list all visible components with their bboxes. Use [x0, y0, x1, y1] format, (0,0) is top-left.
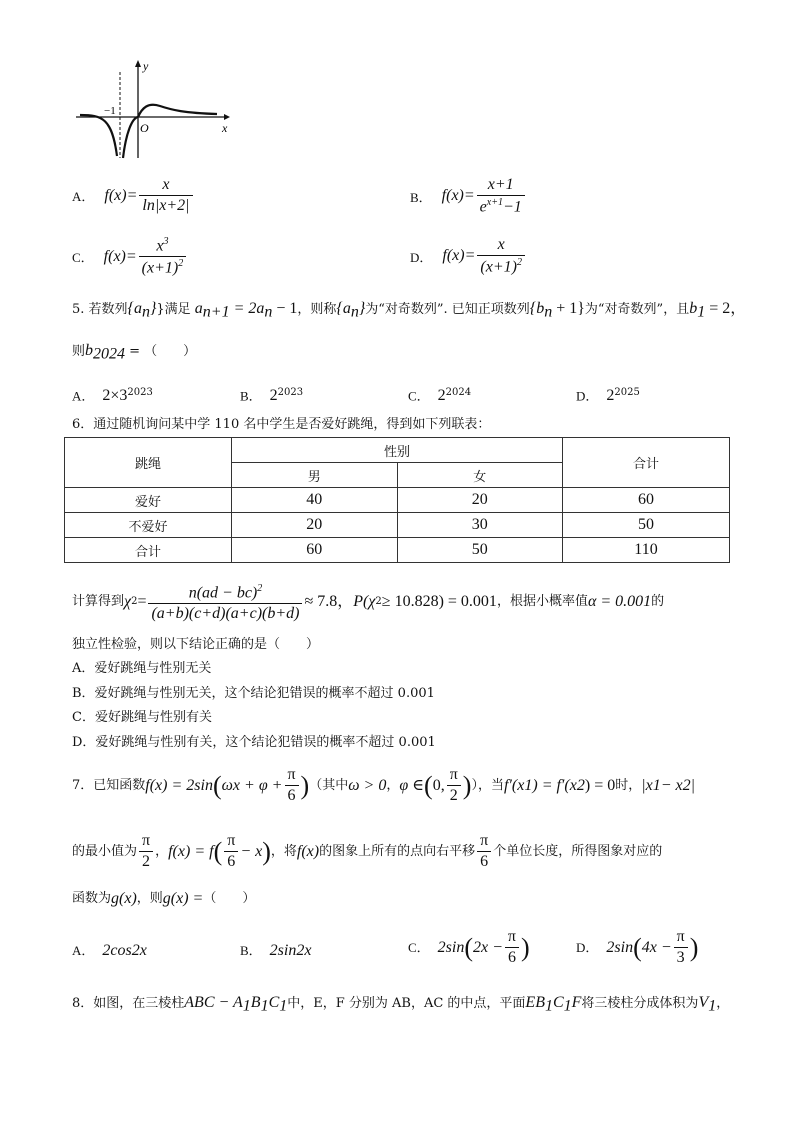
x-axis-label: x: [222, 121, 228, 135]
q8-stem-line1: 8．如图，在三棱柱ABC − $A_1B_1C_1$中，E，F 分别为 AB，AC 的中点，平面$EB_1C_1F$将三棱柱分成体积为$V_1$，: [72, 994, 730, 1015]
q4-option-c[interactable]: [72, 236, 188, 278]
q6-option-a[interactable]: A．爱好跳绳与性别无关: [72, 661, 212, 676]
option-fraction: $\frac{x+1}{e^{x+1}-1}$: [477, 176, 525, 216]
q4-option-a[interactable]: [72, 176, 195, 215]
option-label: B．: [410, 189, 432, 205]
header-rope: 跳绳: [65, 438, 232, 488]
chi-square-fraction: $\frac{n(ad - bc)^2}{(a+b)(c+d)(a+c)(b+d)}$: [148, 580, 302, 623]
q5-stem-line2: 则$b_{2024}$ = （ ）: [72, 342, 197, 363]
option-label: C．: [72, 250, 94, 266]
table-header-row: [65, 438, 730, 463]
curve-middle: [123, 117, 138, 158]
header-gender: 性别: [232, 438, 563, 463]
tick-neg1-label: −1: [104, 105, 116, 117]
option-fraction: $\frac{x^3}{(x+1)^2}$: [139, 236, 187, 278]
curve-left: [80, 115, 117, 156]
q6-option-b[interactable]: B．爱好跳绳与性别无关，这个结论犯错误的概率不超过 0.001: [72, 686, 435, 701]
q6-calc-line: 计算得到 χ 2 = $\frac{n(ad - bc)^2}{(a+b)(c+d)(a+c)(b+d)}$ ≈ 7.8， P(χ 2 ≥ 10.828) = 0.001 ，根据小概率值 α = 0.001 的: [72, 580, 664, 623]
q5-option-a[interactable]: A． $2\times 3^{2023}$: [72, 387, 153, 405]
curve-right: [138, 105, 217, 117]
q7-option-a[interactable]: A． 2cos2x: [72, 942, 147, 959]
q5-stem-line1: 5. 若数列$\{a_n\}$}满足 $a_{n+1} = 2a_n - 1$，则称$\{a_n\}$为“对奇数列”. 已知正项数列$\{b_n + 1\}$为“对奇数列”，且$b_1 = 2$，: [72, 300, 747, 321]
header-male: 男: [232, 463, 398, 488]
q6-stem-line2: 独立性检验，则以下结论正确的是（ ）: [72, 637, 320, 652]
q5-option-d[interactable]: D． $2^{2025}$: [576, 387, 640, 405]
q6-option-d[interactable]: D．爱好跳绳与性别有关，这个结论犯错误的概率不超过 0.001: [72, 735, 436, 750]
q7-stem-line3: 函数为 g(x) ，则 g(x) = （ ）: [72, 890, 256, 907]
option-fraction: $\frac{x}{\ln|x+2|}$: [139, 176, 192, 215]
option-fraction: $\frac{x}{(x+1)^2}$: [477, 236, 525, 276]
option-label: D．: [410, 249, 433, 265]
option-lhs: f(x)=: [442, 247, 476, 265]
contingency-table: [64, 437, 730, 563]
option-lhs: f(x)=: [104, 186, 138, 204]
function-graph: [72, 58, 237, 163]
table-row: 爱好 40 20 60: [65, 488, 730, 513]
q5-option-b[interactable]: B． $2^{2023}$: [240, 387, 304, 405]
q5-option-c[interactable]: C． $2^{2024}$: [408, 387, 472, 405]
q7-option-b[interactable]: B． 2sin2x: [240, 942, 312, 959]
y-axis-label: y: [143, 59, 149, 73]
option-lhs: f(x)=: [441, 187, 475, 205]
x-axis-arrow: [224, 114, 230, 120]
table-row: 不爱好 20 30 50: [65, 513, 730, 538]
option-label: A．: [72, 189, 95, 204]
header-female: 女: [397, 463, 563, 488]
table-row: 合计 60 50 110: [65, 538, 730, 563]
q7-stem-line1: 7．已知函数 f(x) = 2sin ( ωx + φ + $\frac{\pi}{6}$ ) （其中 ω > 0 ， φ ∈ ( 0, $\frac{\pi}{2}$ ) ），当 f′(x 1 ) = f′(x 2 ) = 0 时， |x 1 − x 2 |: [72, 766, 696, 804]
q6-intro: 6．通过随机询问某中学 110 名中学生是否爱好跳绳，得到如下列联表：: [72, 417, 491, 432]
q7-option-d[interactable]: D． 2sin ( 4x − $\frac{\pi}{3}$ ): [576, 928, 699, 966]
y-axis-arrow: [135, 60, 141, 67]
q6-option-c[interactable]: C．爱好跳绳与性别有关: [72, 710, 212, 725]
header-total: 合计: [563, 438, 730, 488]
q4-option-d[interactable]: [410, 236, 527, 276]
option-lhs: f(x)=: [103, 247, 137, 265]
q7-option-c[interactable]: C． 2sin ( 2x − $\frac{\pi}{6}$ ): [408, 928, 530, 966]
origin-label: O: [140, 121, 149, 135]
q7-stem-line2: 的最小值为 $\frac{\pi}{2}$ ， f(x) = f ( $\frac{\pi}{6}$ − x ) ，将 f(x) 的图象上所有的点向右平移 $\frac{\pi}{6}$ 个单位长度，所得图象对应的: [72, 832, 663, 870]
q4-option-b[interactable]: [410, 176, 527, 216]
